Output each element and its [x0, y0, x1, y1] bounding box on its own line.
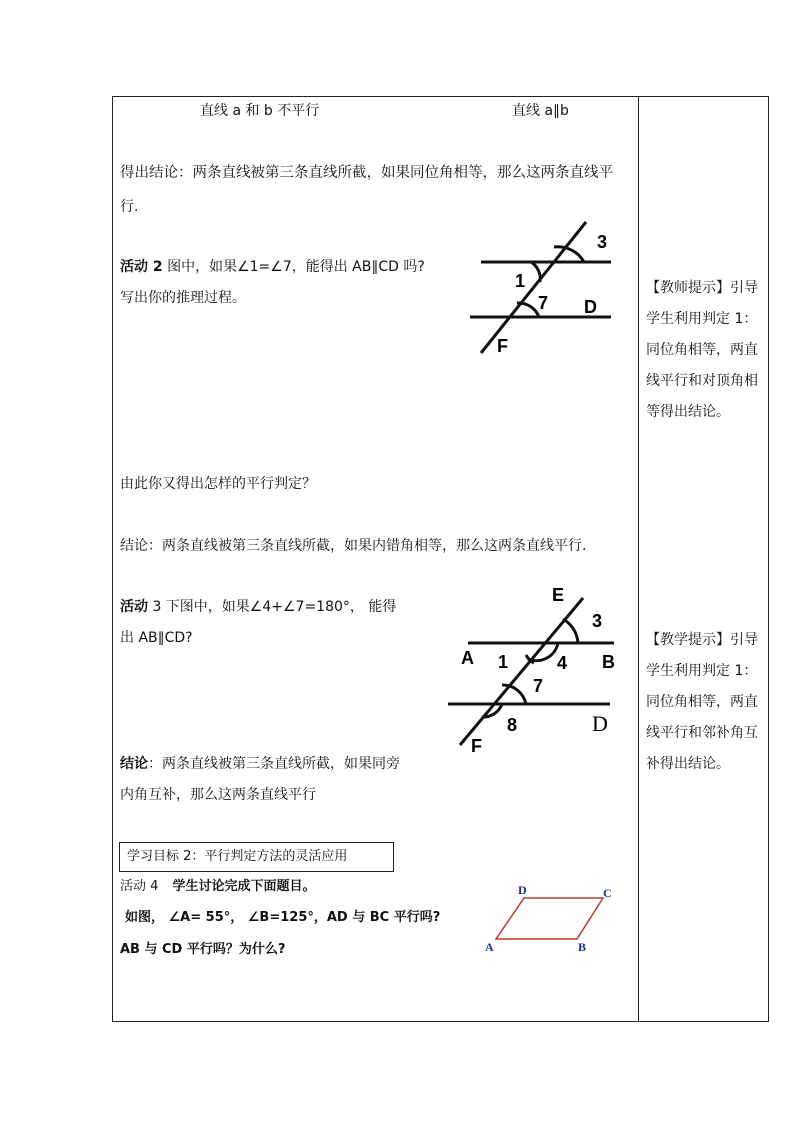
goal-2-box	[119, 842, 394, 872]
activity-4-text: 学生讨论完成下面题目。	[172, 879, 316, 894]
activity-4-q1: 如图， ∠A= 55°， ∠B=125°，AD 与 BC 平行吗?	[125, 910, 441, 925]
label-D: D	[584, 297, 597, 317]
note-line: 【教师提示】引导	[646, 280, 758, 296]
activity-2-line2: 写出你的推理过程。	[120, 290, 246, 306]
point-A: A	[485, 940, 494, 954]
label-F: F	[497, 336, 508, 356]
label-7: 7	[538, 293, 549, 313]
conclusion-3-line2: 内角互补，那么这两条直线平行	[120, 787, 316, 803]
note-line: 同位角相等，两直	[646, 342, 758, 358]
label-B: B	[602, 652, 615, 672]
activity-2-question: 图中，如果∠1=∠7，能得出 AB∥CD 吗?	[167, 259, 425, 275]
label-3: 3	[592, 611, 603, 631]
parallelogram-diagram	[480, 882, 620, 957]
column-divider	[638, 96, 639, 1022]
question: 由此你又得出怎样的平行判定？	[120, 476, 316, 492]
conclusion-3-line1	[120, 754, 400, 774]
label-E: E	[552, 585, 565, 605]
note-line: 线平行和邻补角互	[646, 725, 758, 741]
activity-4-header	[120, 877, 316, 897]
activity-4-q2: AB 与 CD 平行吗？为什么?	[120, 942, 286, 957]
header-parallel: 直线 a∥b	[512, 103, 569, 119]
conclusion-3-text: ：两条直线被第三条直线所截，如果同旁	[148, 756, 400, 772]
label-F: F	[471, 736, 482, 756]
conclusion-3-label: 结论	[120, 756, 148, 772]
goal-2-text: 学习目标 2：平行判定方法的灵活应用	[127, 849, 348, 864]
header-not-parallel: 直线 a 和 b 不平行	[200, 103, 320, 119]
activity-3-line2: 出 AB∥CD?	[120, 630, 193, 646]
conclusion-2: 结论：两条直线被第三条直线所截，如果内错角相等，那么这两条直线平行.	[120, 538, 587, 554]
teacher-note-1	[646, 273, 768, 428]
activity-3-text	[120, 597, 396, 617]
activity-2-text	[120, 257, 425, 277]
label-D: D	[592, 711, 608, 736]
label-4: 4	[557, 653, 568, 673]
activity-4-label: 活动 4	[120, 879, 159, 894]
label-1: 1	[498, 652, 509, 672]
point-C: C	[603, 886, 612, 900]
label-8: 8	[507, 715, 518, 735]
note-line: 线平行和对顶角相	[646, 373, 758, 389]
activity-2-diagram	[465, 218, 625, 358]
note-line: 学生利用判定 1：	[646, 311, 758, 327]
activity-3-question: 3 下图中，如果∠4+∠7=180°， 能得	[152, 599, 397, 615]
conclusion-1-line2: 行.	[120, 199, 139, 215]
label-3: 3	[597, 232, 608, 252]
point-D: D	[518, 883, 527, 897]
note-line: 补得出结论。	[646, 756, 730, 772]
point-B: B	[578, 940, 587, 954]
activity-3-title: 活动	[120, 599, 148, 615]
label-1: 1	[515, 271, 526, 291]
note-line: 学生利用判定 1：	[646, 663, 758, 679]
note-line: 等得出结论。	[646, 404, 730, 420]
note-line: 【教学提示】引导	[646, 632, 758, 648]
conclusion-1-line1: 得出结论：两条直线被第三条直线所截，如果同位角相等，那么这两条直线平	[120, 165, 613, 181]
note-line: 同位角相等，两直	[646, 694, 758, 710]
activity-2-title: 活动 2	[120, 259, 163, 275]
teacher-note-2	[646, 625, 768, 780]
activity-3-diagram	[445, 582, 625, 757]
label-7: 7	[533, 676, 544, 696]
label-A: A	[461, 648, 474, 668]
